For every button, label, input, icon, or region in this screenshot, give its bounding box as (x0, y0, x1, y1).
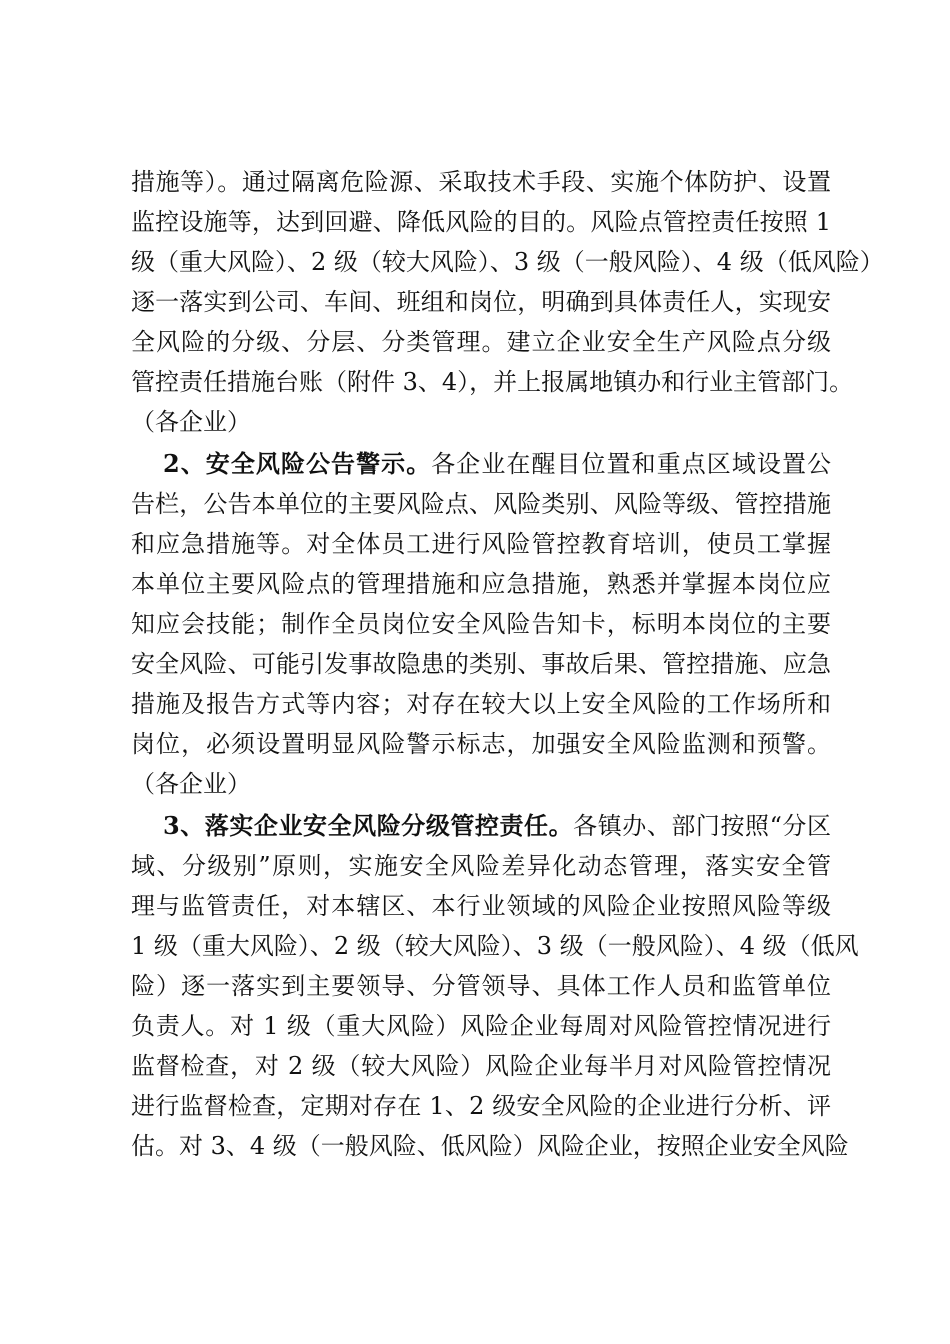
text-line: 和应急措施等。对全体员工进行风险管控教育培训，使员工掌握 (131, 530, 831, 558)
text-line: 理与监管责任，对本辖区、本行业领域的风险企业按照风险等级 (131, 892, 831, 920)
text-line: 措施等）。通过隔离危险源、采取技术手段、实施个体防护、设置 (131, 168, 831, 196)
text-line: 监督检查，对 2 级（较大风险）风险企业每半月对风险管控情况 (131, 1052, 831, 1080)
text-line: 监控设施等，达到回避、降低风险的目的。风险点管控责任按照 1 (131, 208, 831, 236)
text-line: 管控责任措施台账（附件 3、4），并上报属地镇办和行业主管部门。 (131, 368, 854, 396)
text-span: 各企业在醒目位置和重点区域设置公 (431, 450, 831, 478)
text-line: 估。对 3、4 级（一般风险、低风险）风险企业，按照企业安全风险 (131, 1132, 849, 1160)
text-line: 措施及报告方式等内容；对存在较大以上安全风险的工作场所和 (131, 690, 831, 718)
text-line: 域、分级别”原则，实施安全风险差异化动态管理，落实安全管 (131, 852, 831, 880)
text-line: 险）逐一落实到主要领导、分管领导、具体工作人员和监管单位 (131, 972, 831, 1000)
text-line: 进行监督检查，定期对存在 1、2 级安全风险的企业进行分析、评 (131, 1092, 831, 1120)
text-line: 告栏，公告本单位的主要风险点、风险类别、风险等级、管控措施 (131, 490, 831, 518)
text-line: 岗位，必须设置明显风险警示标志，加强安全风险监测和预警。 (131, 730, 831, 758)
text-line: （各企业） (131, 408, 251, 436)
section-heading: 2、安全风险公告警示。 (163, 449, 432, 478)
paragraph-first-line (163, 806, 831, 846)
text-line: 负责人。对 1 级（重大风险）风险企业每周对风险管控情况进行 (131, 1012, 831, 1040)
text-line: 知应会技能；制作全员岗位安全风险告知卡，标明本岗位的主要 (131, 610, 831, 638)
text-line: （各企业） (131, 770, 251, 798)
text-line: 本单位主要风险点的管理措施和应急措施，熟悉并掌握本岗位应 (131, 570, 831, 598)
text-line: 1 级（重大风险）、2 级（较大风险）、3 级（一般风险）、4 级（低风 (131, 932, 859, 960)
text-line: 全风险的分级、分层、分类管理。建立企业安全生产风险点分级 (131, 328, 831, 356)
text-line: 级（重大风险）、2 级（较大风险）、3 级（一般风险）、4 级（低风险） (131, 248, 884, 276)
section-heading: 3、落实企业安全风险分级管控责任。 (163, 811, 574, 840)
paragraph-first-line (163, 444, 831, 484)
text-line: 安全风险、可能引发事故隐患的类别、事故后果、管控措施、应急 (131, 650, 831, 678)
text-line: 逐一落实到公司、车间、班组和岗位，明确到具体责任人，实现安 (131, 288, 831, 316)
text-span: 各镇办、部门按照“分区 (573, 812, 831, 840)
